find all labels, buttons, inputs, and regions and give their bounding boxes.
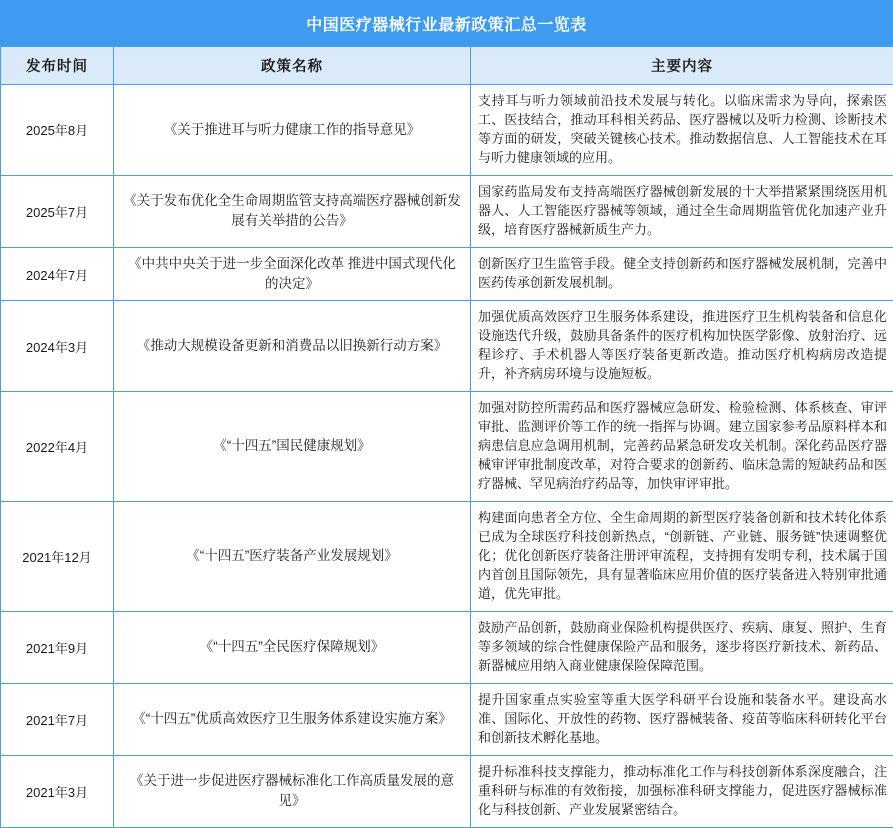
cell-main-content: 构建面向患者全方位、全生命周期的新型医疗装备创新和技术转化体系已成为全球医疗科技创新热点，“创新链、产业链、服务链”快速调整优化；优化创新医疗装备注册评审流程，支持拥有发明专利，技术属于国内首创且国际领先，具有显著临床应用价值的医疗装备进入特别审批通道，优先审批。 bbox=[471, 502, 893, 612]
cell-publish-date: 2021年7月 bbox=[1, 683, 114, 755]
column-header-name: 政策名称 bbox=[114, 47, 471, 85]
cell-publish-date: 2021年9月 bbox=[1, 611, 114, 683]
cell-publish-date: 2024年7月 bbox=[1, 247, 114, 301]
cell-policy-name: 《“十四五”医疗装备产业发展规划》 bbox=[114, 502, 471, 612]
table-row bbox=[1, 502, 893, 612]
policy-table bbox=[0, 46, 893, 828]
table-row bbox=[1, 392, 893, 502]
cell-main-content: 提升国家重点实验室等重大医学科研平台设施和装备水平。建设高水准、国际化、开放性的药物、医疗器械装备、疫苗等临床科研转化平台和创新技术孵化基地。 bbox=[471, 683, 893, 755]
cell-main-content: 加强对防控所需药品和医疗器械应急研发、检验检测、体系核查、审评审批、监测评价等工作的统一指挥与协调。建立国家参考品原料样本和病患信息应急调用机制，完善药品紧急研发攻关机制。深化药品医疗器械审评审批制度改革，对符合要求的创新药、临床急需的短缺药品和医疗器械、罕见病治疗药品等，加快审评审批。 bbox=[471, 392, 893, 502]
cell-publish-date: 2024年3月 bbox=[1, 301, 114, 392]
table-row bbox=[1, 755, 893, 827]
cell-policy-name: 《“十四五”国民健康规划》 bbox=[114, 392, 471, 502]
cell-main-content: 提升标准科技支撑能力，推动标准化工作与科技创新体系深度融合，注重科研与标准的有效衔接，加强标准科研支撑能力，促进医疗器械标准化与科技创新、产业发展紧密结合。 bbox=[471, 755, 893, 827]
page-title-text: 中国医疗器械行业最新政策汇总一览表 bbox=[306, 12, 587, 35]
cell-publish-date: 2022年4月 bbox=[1, 392, 114, 502]
cell-publish-date: 2025年7月 bbox=[1, 175, 114, 247]
column-header-content: 主要内容 bbox=[471, 47, 893, 85]
cell-policy-name: 《关于推进耳与听力健康工作的指导意见》 bbox=[114, 85, 471, 176]
cell-policy-name: 《“十四五”全民医疗保障规划》 bbox=[114, 611, 471, 683]
cell-main-content: 国家药监局发布支持高端医疗器械创新发展的十大举措紧紧围绕医用机器人、人工智能医疗器械等领域，通过全生命周期监管优化加速产业升级，培育医疗器械新质生产力。 bbox=[471, 175, 893, 247]
cell-publish-date: 2021年12月 bbox=[1, 502, 114, 612]
table-row bbox=[1, 301, 893, 392]
column-header-date: 发布时间 bbox=[1, 47, 114, 85]
cell-publish-date: 2021年3月 bbox=[1, 755, 114, 827]
cell-publish-date: 2025年8月 bbox=[1, 85, 114, 176]
cell-main-content: 鼓励产品创新，鼓励商业保险机构提供医疗、疾病、康复、照护、生育等多领域的综合性健康保险产品和服务，逐步将医疗新技术、新药品、新器械应用纳入商业健康保险保障范围。 bbox=[471, 611, 893, 683]
table-row bbox=[1, 247, 893, 301]
table-body bbox=[1, 85, 893, 828]
cell-main-content: 创新医疗卫生监管手段。健全支持创新药和医疗器械发展机制，完善中医药传承创新发展机制。 bbox=[471, 247, 893, 301]
page-title bbox=[0, 0, 893, 46]
cell-policy-name: 《推动大规模设备更新和消费品以旧换新行动方案》 bbox=[114, 301, 471, 392]
cell-policy-name: 《关于发布优化全生命周期监管支持高端医疗器械创新发展有关举措的公告》 bbox=[114, 175, 471, 247]
table-row bbox=[1, 175, 893, 247]
cell-policy-name: 《中共中央关于进一步全面深化改革 推进中国式现代化的决定》 bbox=[114, 247, 471, 301]
cell-main-content: 加强优质高效医疗卫生服务体系建设，推进医疗卫生机构装备和信息化设施迭代升级，鼓励具备条件的医疗机构加快医学影像、放射治疗、远程诊疗、手术机器人等医疗装备更新改造。推动医疗机构病房改造提升，补齐病房环境与设施短板。 bbox=[471, 301, 893, 392]
cell-main-content: 支持耳与听力领域前沿技术发展与转化。以临床需求为导向，探索医工、医技结合，推动耳科相关药品、医疗器械以及听力检测、诊断技术等方面的研发，突破关键核心技术。推动数据信息、人工智能技术在耳与听力健康领域的应用。 bbox=[471, 85, 893, 176]
table-header bbox=[1, 47, 893, 85]
table-row bbox=[1, 85, 893, 176]
table-row bbox=[1, 683, 893, 755]
table-header-row bbox=[1, 47, 893, 85]
table-row bbox=[1, 611, 893, 683]
cell-policy-name: 《“十四五”优质高效医疗卫生服务体系建设实施方案》 bbox=[114, 683, 471, 755]
cell-policy-name: 《关于进一步促进医疗器械标准化工作高质量发展的意见》 bbox=[114, 755, 471, 827]
